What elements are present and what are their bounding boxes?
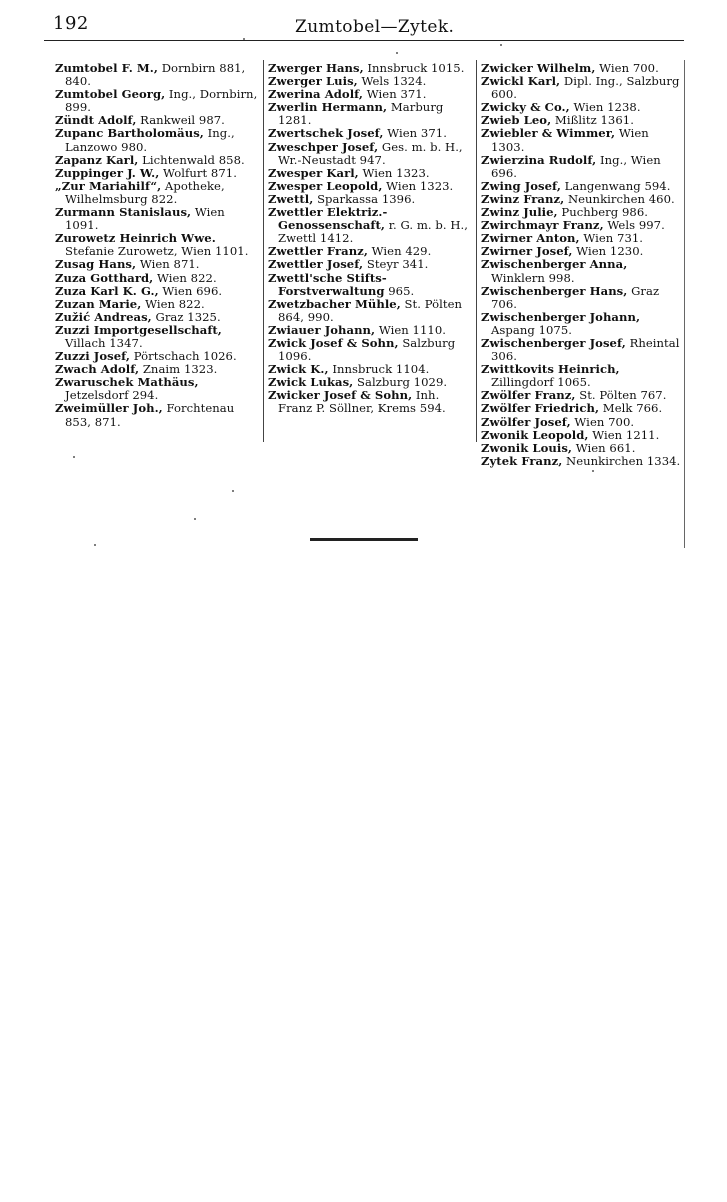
- entry-details: 965.: [384, 283, 415, 298]
- entry-details: Stefanie Zurowetz, Wien 1101.: [65, 244, 249, 259]
- entry-name: Zumtobel Georg,: [55, 87, 166, 102]
- entry-name: Zwiebler & Wimmer,: [481, 126, 616, 141]
- scan-speck: [94, 544, 96, 546]
- directory-entry: [268, 100, 472, 128]
- entry-details: Villach 1347.: [65, 335, 143, 350]
- entry-details: Innsbruck 1015.: [363, 62, 465, 75]
- entry-details: Wien 1323.: [358, 165, 430, 180]
- entry-name: Zusag Hans,: [55, 257, 137, 272]
- entry-details: Sparkassa 1396.: [313, 191, 416, 206]
- directory-column-3: [481, 62, 684, 468]
- entry-name: Zwertschek Josef,: [268, 126, 384, 141]
- entry-details: Wien 1323.: [382, 178, 454, 193]
- entry-details: Zillingdorf 1065.: [491, 375, 591, 390]
- directory-entry: [55, 87, 260, 115]
- directory-entry: [481, 309, 684, 337]
- scan-speck: [73, 456, 75, 458]
- entry-name: Zwinz Julie,: [481, 205, 558, 220]
- entry-details: Inh. Franz P. Söllner, Krems 594.: [278, 388, 446, 416]
- column-divider: [476, 60, 477, 442]
- entry-name: Zytek Franz,: [481, 453, 563, 468]
- entry-name: Zwick Josef & Sohn,: [268, 335, 399, 350]
- entry-details: Wien 822.: [141, 296, 205, 311]
- entry-details: Wien 661.: [572, 440, 636, 455]
- column-divider: [263, 60, 264, 442]
- directory-entry: [55, 62, 260, 89]
- directory-entry: [481, 152, 684, 180]
- scan-speck: [243, 38, 245, 40]
- entry-details: Graz 706.: [491, 283, 660, 311]
- entry-name: Zwirner Anton,: [481, 231, 580, 246]
- directory-entry: [55, 231, 260, 259]
- entry-details: Forchtenau 853, 871.: [65, 401, 235, 429]
- entry-name: Zwesper Karl,: [268, 165, 359, 180]
- entry-details: Langenwang 594.: [560, 178, 671, 193]
- entry-name: Zwerlin Hermann,: [268, 100, 388, 115]
- entry-details: Neunkirchen 460.: [564, 191, 675, 206]
- running-head: Zumtobel—Zytek.: [295, 17, 455, 37]
- entry-name: Zwesper Leopold,: [268, 178, 383, 193]
- directory-entry: [481, 362, 684, 390]
- entry-name: „Zur Mariahilf“,: [55, 178, 162, 193]
- directory-entry: [481, 335, 684, 364]
- entry-name: Zwerger Luis,: [268, 74, 358, 89]
- entry-name: Zurowetz Heinrich Wwe.: [55, 231, 216, 246]
- directory-entry: [481, 453, 684, 468]
- page-edge-rule: [684, 60, 685, 548]
- entry-details: Ing., Wien 696.: [491, 152, 661, 180]
- entry-details: Innsbruck 1104.: [328, 362, 430, 377]
- entry-name: Zwettl'sche Stifts-Forstverwaltung: [268, 270, 387, 298]
- entry-details: Graz 1325.: [151, 309, 221, 324]
- entry-name: Zweschper Josef,: [268, 139, 379, 154]
- entry-name: Zwischenberger Josef,: [481, 335, 626, 350]
- scan-speck: [194, 518, 196, 520]
- entry-details: Dornbirn 881, 840.: [65, 62, 246, 89]
- entry-details: Steyr 341.: [363, 257, 429, 272]
- directory-entry: [55, 205, 260, 233]
- entry-details: Wien 1238.: [569, 100, 641, 115]
- entry-name: Zwickl Karl,: [481, 74, 561, 89]
- entry-details: Apotheke, Wilhelmsburg 822.: [65, 178, 225, 206]
- entry-name: Zwierzina Rudolf,: [481, 152, 597, 167]
- entry-details: Puchberg 986.: [557, 205, 648, 220]
- entry-name: Zuzan Marie,: [55, 296, 142, 311]
- entry-details: Winklern 998.: [491, 270, 575, 285]
- directory-entry: [55, 375, 260, 403]
- entry-name: Zwach Adolf,: [55, 362, 140, 377]
- entry-details: Neunkirchen 1334.: [562, 453, 681, 468]
- entry-name: Zwieb Leo,: [481, 113, 552, 128]
- entry-details: Wien 700.: [595, 62, 659, 75]
- directory-entry: [481, 126, 684, 154]
- entry-details: r. G. m. b. H., Zwettl 1412.: [278, 218, 468, 246]
- entry-details: Wels 997.: [603, 218, 665, 233]
- entry-name: Zwölfer Franz,: [481, 388, 576, 403]
- entry-details: Wien 696.: [158, 283, 223, 298]
- directory-entry: [268, 296, 472, 324]
- directory-column-2: [268, 62, 472, 416]
- entry-name: Zwettler Josef,: [268, 257, 364, 272]
- entry-name: Zwölfer Friedrich,: [481, 401, 600, 416]
- entry-name: Zwick Lukas,: [268, 375, 354, 390]
- entry-details: Ing., Lanzowo 980.: [65, 126, 235, 154]
- entry-name: Zapanz Karl,: [55, 152, 139, 167]
- scan-speck: [396, 52, 398, 54]
- entry-details: Melk 766.: [599, 401, 663, 416]
- scan-speck: [592, 470, 594, 472]
- entry-details: Wolfurt 871.: [159, 165, 237, 180]
- entry-details: Salzburg 1096.: [278, 335, 456, 364]
- entry-name: Zwerger Hans,: [268, 62, 364, 75]
- entry-name: Zwischenberger Johann,: [481, 309, 641, 324]
- entry-details: Rheintal 306.: [491, 335, 680, 364]
- entry-details: Wien 822.: [153, 270, 217, 285]
- directory-entry: [268, 139, 472, 167]
- entry-details: Wien 700.: [570, 414, 635, 429]
- entry-details: St. Pölten 864, 990.: [278, 296, 463, 324]
- directory-entry: [55, 322, 260, 350]
- entry-name: Zwirner Josef,: [481, 244, 573, 259]
- entry-details: St. Pölten 767.: [575, 388, 667, 403]
- entry-name: Zündt Adolf,: [55, 113, 137, 128]
- entry-name: Zuzzi Importgesellschaft,: [55, 322, 222, 337]
- entry-details: Wien 1303.: [491, 126, 649, 154]
- entry-name: Zužić Andreas,: [55, 309, 152, 324]
- header-rule: [44, 40, 684, 41]
- directory-entry: [268, 270, 472, 298]
- entry-name: Zwonik Leopold,: [481, 427, 589, 442]
- entry-details: Wien 1211.: [588, 427, 660, 442]
- entry-name: Zuza Karl K. G.,: [55, 283, 159, 298]
- entry-details: Lichtenwald 858.: [138, 152, 245, 167]
- entry-name: Zwettl,: [268, 191, 314, 206]
- entry-name: Zwiauer Johann,: [268, 322, 376, 337]
- entry-name: Zwölfer Josef,: [481, 414, 571, 429]
- entry-details: Znaim 1323.: [139, 362, 218, 377]
- entry-name: Zwetzbacher Mühle,: [268, 296, 401, 311]
- directory-entry: [55, 126, 260, 154]
- entry-name: Zuzzi Josef,: [55, 349, 130, 364]
- entry-name: Zupanc Bartholomäus,: [55, 126, 204, 141]
- entry-details: Wels 1324.: [357, 74, 427, 89]
- directory-entry: [55, 178, 260, 206]
- entry-details: Jetzelsdorf 294.: [65, 388, 159, 403]
- entry-details: Wien 1230.: [572, 244, 644, 259]
- entry-name: Zwicker Wilhelm,: [481, 62, 596, 75]
- entry-name: Zwischenberger Hans,: [481, 283, 628, 298]
- entry-name: Zwerina Adolf,: [268, 87, 364, 102]
- entry-details: Pörtschach 1026.: [130, 349, 237, 364]
- entry-details: Marburg 1281.: [278, 100, 444, 128]
- entry-name: Zwittkovits Heinrich,: [481, 362, 620, 377]
- entry-details: Rankweil 987.: [136, 113, 225, 128]
- entry-name: Zwinz Franz,: [481, 191, 565, 206]
- entry-name: Zweimüller Joh.,: [55, 401, 163, 416]
- entry-name: Zwaruschek Mathäus,: [55, 375, 199, 390]
- entry-details: Aspang 1075.: [491, 322, 573, 337]
- scan-speck: [500, 44, 502, 46]
- entry-name: Zumtobel F. M.,: [55, 62, 158, 75]
- directory-entry: [55, 401, 260, 429]
- entry-details: Mißlitz 1361.: [551, 113, 634, 128]
- directory-entry: [268, 388, 472, 416]
- entry-details: Wien 371.: [363, 87, 427, 102]
- directory-entry: [268, 335, 472, 364]
- entry-name: Zwicker Josef & Sohn,: [268, 388, 413, 403]
- directory-entry: [481, 74, 684, 102]
- directory-column-1: [55, 62, 260, 429]
- entry-name: Zuza Gotthard,: [55, 270, 154, 285]
- entry-name: Zwirchmayr Franz,: [481, 218, 604, 233]
- entry-details: Wien 371.: [383, 126, 447, 141]
- entry-name: Zwick K.,: [268, 362, 329, 377]
- directory-entry: [481, 283, 684, 311]
- entry-details: Wien 1091.: [65, 205, 225, 233]
- entry-details: Wien 1110.: [375, 322, 446, 337]
- entry-name: Zwischenberger Anna,: [481, 257, 628, 272]
- entry-details: Dipl. Ing., Salzburg 600.: [491, 74, 680, 102]
- entry-details: Ing., Dornbirn, 899.: [65, 87, 258, 115]
- directory-entry: [268, 205, 472, 246]
- entry-name: Zurmann Stanislaus,: [55, 205, 192, 220]
- entry-name: Zuppinger J. W.,: [55, 165, 160, 180]
- scan-speck: [232, 490, 234, 492]
- entry-details: Ges. m. b. H., Wr.-Neustadt 947.: [278, 139, 463, 167]
- entry-name: Zwettler Franz,: [268, 244, 368, 259]
- entry-name: Zwicky & Co.,: [481, 100, 570, 115]
- entry-details: Wien 871.: [136, 257, 200, 272]
- entry-details: Wien 731.: [579, 231, 644, 246]
- entry-name: Zwettler Elektriz.-Genossenschaft,: [268, 205, 388, 233]
- entry-details: Wien 429.: [367, 244, 432, 259]
- entry-name: Zwing Josef,: [481, 178, 561, 193]
- page-number: 192: [53, 13, 89, 34]
- end-rule: [310, 538, 418, 541]
- directory-entry: [481, 257, 684, 285]
- entry-details: Salzburg 1029.: [353, 375, 448, 390]
- entry-name: Zwonik Louis,: [481, 440, 573, 455]
